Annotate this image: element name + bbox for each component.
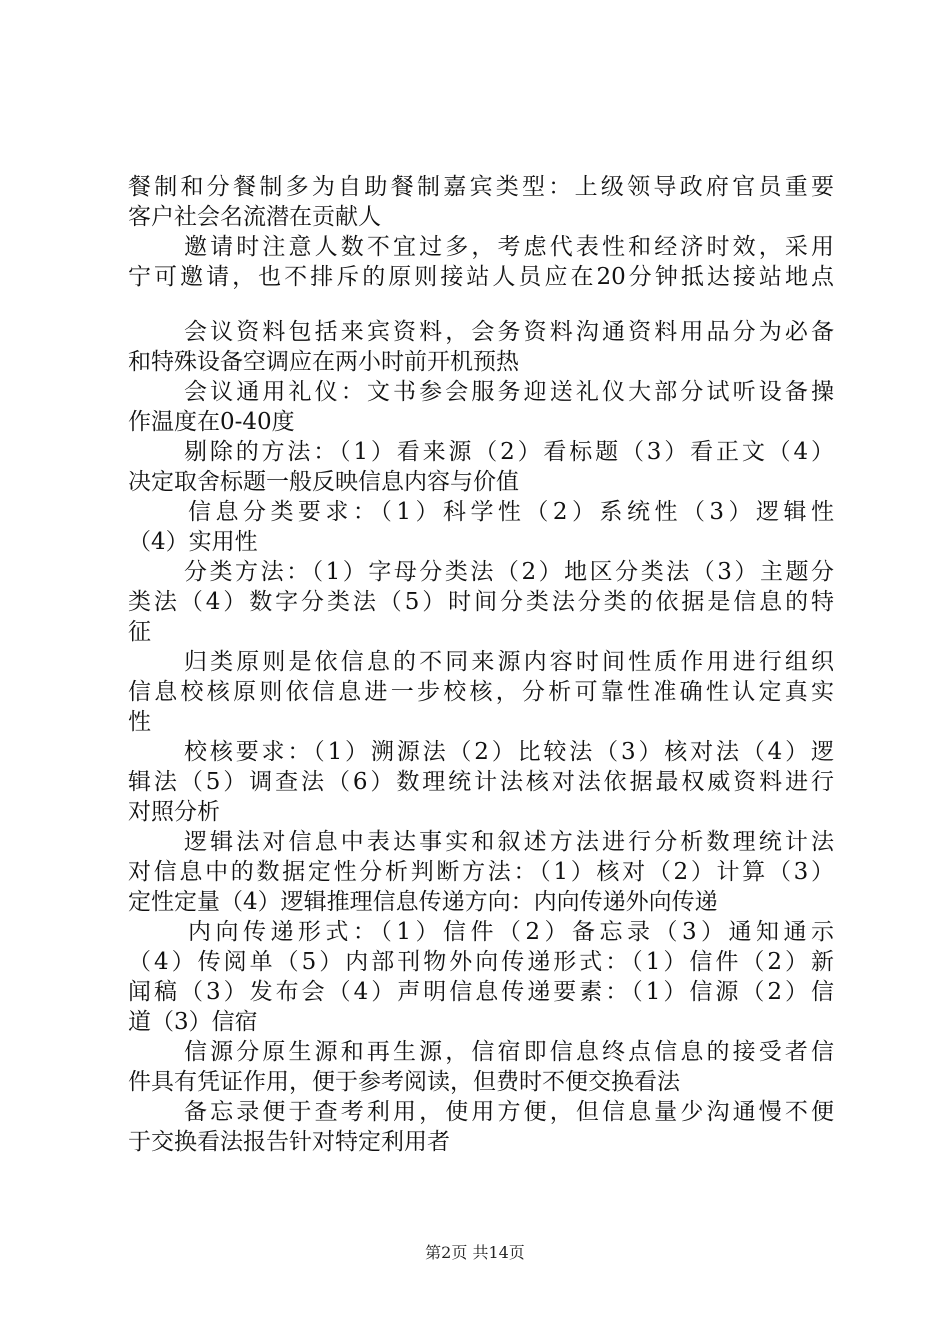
text-line: 宁可邀请，也不排斥的原则接站人员应在20分钟抵达接站地点 <box>128 264 834 290</box>
text-line: 闻稿（3）发布会（4）声明信息传递要素：（1）信源（2）信 <box>128 979 834 1005</box>
text-line: 校核要求：（1）溯源法（2）比较法（3）核对法（4）逻 <box>184 739 834 765</box>
text-line: 作温度在0-40度 <box>128 409 295 435</box>
document-body <box>128 172 834 1157</box>
text-line: 餐制和分餐制多为自助餐制嘉宾类型：上级领导政府官员重要 <box>128 174 834 200</box>
text-line: 剔除的方法：（1）看来源（2）看标题（3）看正文（4） <box>184 439 834 465</box>
text-line: 逻辑法对信息中表达事实和叙述方法进行分析数理统计法 <box>184 829 834 855</box>
text-line: 信息校核原则依信息进一步校核，分析可靠性准确性认定真实 <box>128 679 834 705</box>
paragraph-gap <box>128 292 834 317</box>
text-line: 辑法（5）调查法（6）数理统计法核对法依据最权威资料进行 <box>128 769 834 795</box>
text-line: 类法（4）数字分类法（5）时间分类法分类的依据是信息的特 <box>128 589 834 615</box>
text-line: 对照分析 <box>128 799 220 825</box>
text-line: （4）传阅单（5）内部刊物外向传递形式：（1）信件（2）新 <box>128 949 834 975</box>
text-line: 客户社会名流潜在贡献人 <box>128 204 381 230</box>
text-line: 征 <box>128 619 151 645</box>
text-line: 信源分原生源和再生源，信宿即信息终点信息的接受者信 <box>184 1039 834 1065</box>
text-line: 和特殊设备空调应在两小时前开机预热 <box>128 349 519 375</box>
text-line: 决定取舍标题一般反映信息内容与价值 <box>128 469 519 495</box>
text-line: 对信息中的数据定性分析判断方法：（1）核对（2）计算（3） <box>128 859 834 885</box>
text-line: 件具有凭证作用，便于参考阅读，但费时不便交换看法 <box>128 1069 680 1095</box>
text-line: 会议资料包括来宾资料，会务资料沟通资料用品分为必备 <box>184 319 834 345</box>
text-line: 归类原则是依信息的不同来源内容时间性质作用进行组织 <box>184 649 834 675</box>
text-line: （4）实用性 <box>128 529 258 555</box>
text-line: 信息分类要求：（1）科学性（2）系统性（3）逻辑性 <box>188 499 834 525</box>
text-line: 备忘录便于查考利用，使用方便，但信息量少沟通慢不便 <box>184 1099 834 1125</box>
text-line: 分类方法：（1）字母分类法（2）地区分类法（3）主题分 <box>184 559 834 585</box>
text-line: 会议通用礼仪：文书参会服务迎送礼仪大部分试听设备操 <box>184 379 834 405</box>
text-line: 道（3）信宿 <box>128 1009 258 1035</box>
text-line: 于交换看法报告针对特定利用者 <box>128 1129 450 1155</box>
text-line: 性 <box>128 709 151 735</box>
text-line: 内向传递形式：（1）信件（2）备忘录（3）通知通示 <box>188 919 834 945</box>
text-line: 邀请时注意人数不宜过多，考虑代表性和经济时效，采用 <box>184 234 834 260</box>
page-number-footer: 第2页 共14页 <box>425 1243 525 1262</box>
text-line: 定性定量（4）逻辑推理信息传递方向：内向传递外向传递 <box>128 889 718 915</box>
